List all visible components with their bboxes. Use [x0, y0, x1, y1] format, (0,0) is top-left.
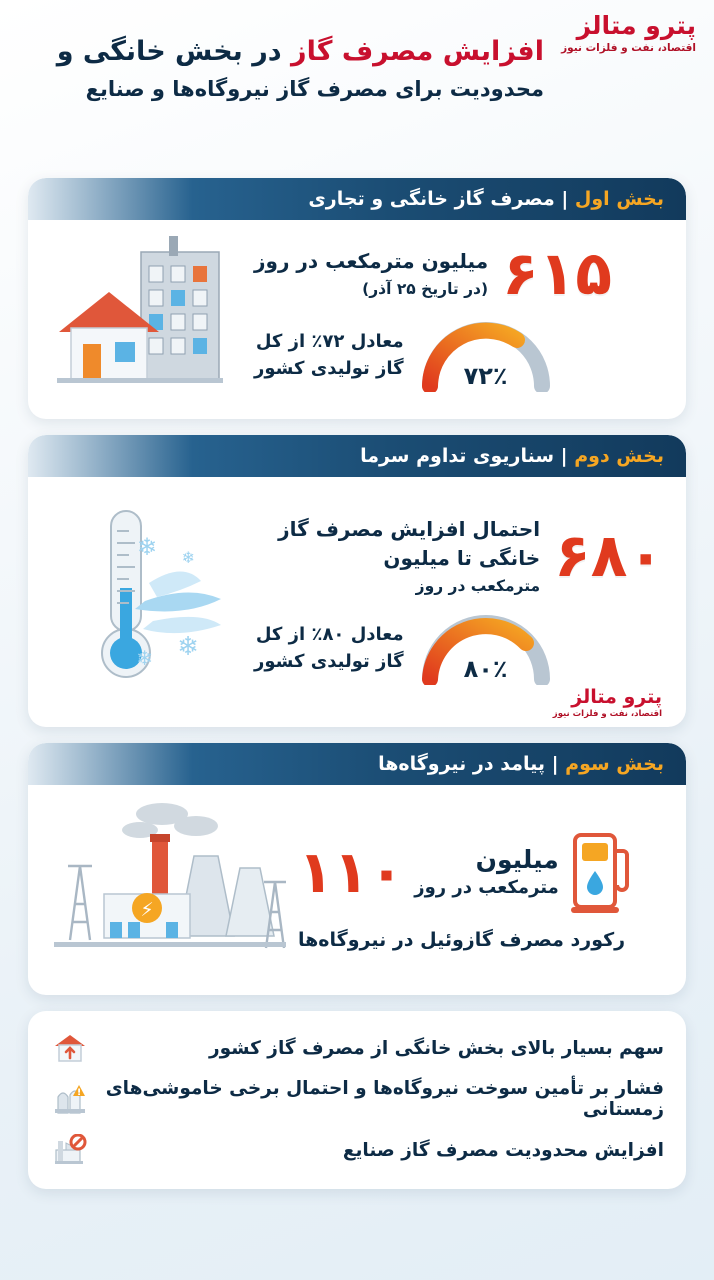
section-card-1: [28, 178, 686, 419]
power-plant-icon: [44, 795, 294, 981]
footer-item-3: [46, 1127, 668, 1173]
section-card-3: [28, 743, 686, 995]
section-2-label: بخش دوم: [574, 445, 664, 467]
section-2-gauge-line-2: گاز تولیدی کشور: [254, 651, 404, 673]
section-3-number: ۱۱۰: [298, 838, 405, 906]
svg-text:❄: ❄: [177, 631, 199, 662]
section-3-top-row: [298, 825, 633, 919]
section-2-gauge-row: [254, 611, 664, 685]
section-2-content: [254, 487, 670, 713]
title-accent: افزایش مصرف گاز: [291, 36, 544, 67]
gauge-icon-1: [420, 318, 552, 392]
section-3-body: [28, 785, 686, 995]
page-header: [0, 0, 714, 178]
section-1-number: ۶۱۵: [502, 238, 612, 309]
section-1-gauge-line-1: معادل ۷۲٪ از کل: [255, 330, 404, 352]
section-1-header: [28, 178, 686, 220]
section-1-label: بخش اول: [574, 188, 664, 210]
brand-name: پترو متالز: [576, 11, 696, 40]
section-2-gauge-line-1: معادل ۸۰٪ از کل: [255, 624, 404, 646]
footer-text-1: سهم بسیار بالای بخش خانگی از مصرف گاز کشور: [209, 1037, 664, 1059]
section-2-stat-row: [254, 515, 664, 597]
section-2-subtitle: | سناریوی تداوم سرما: [360, 445, 568, 467]
footer-summary-card: [28, 1011, 686, 1189]
brand-logo: [561, 12, 696, 54]
watermark-name: پترو متالز: [571, 685, 662, 708]
section-1-gauge-text: [254, 328, 404, 382]
section-card-2: [28, 435, 686, 727]
section-1-content: [254, 230, 670, 405]
section-3-label: بخش سوم: [565, 753, 664, 775]
title-rest: در بخش خانگی و: [56, 36, 282, 67]
section-3-subtitle: | پیامد در نیروگاه‌ها: [378, 753, 559, 775]
section-1-body: [28, 220, 686, 419]
section-3-million-word: میلیون: [475, 844, 559, 874]
title-line-2: محدودیت برای مصرف گاز نیروگاه‌ها و صنایع: [85, 77, 544, 102]
section-2-stat-sub: مترمکعب در روز: [415, 576, 541, 595]
section-2-stat-label: [254, 515, 540, 597]
section-2-gauge-text: [254, 621, 404, 675]
section-2-stat-text: احتمال افزایش مصرف گاز خانگی تا میلیون: [278, 516, 541, 570]
section-1-stat-label: [254, 247, 488, 300]
section-2-number: ۶۸۰: [554, 521, 664, 591]
section-3-header: [28, 743, 686, 785]
watermark-tagline: اقتصاد، نفت و فلزات نیوز: [552, 708, 662, 719]
gauge-value-1: ۷۲٪: [463, 361, 508, 390]
section-1-gauge-row: [254, 318, 664, 392]
section-3-content: [294, 795, 670, 981]
section-1-gauge-line-2: گاز تولیدی کشور: [254, 357, 404, 379]
section-1-stat-sub: (در تاریخ ۲۵ آذر): [362, 279, 489, 298]
svg-text:❄: ❄: [136, 532, 157, 561]
footer-item-2: [46, 1071, 668, 1127]
svg-text:❄: ❄: [181, 547, 195, 567]
footer-text-2: فشار بر تأمین سوخت نیروگاه‌ها و احتمال برخی خاموشی‌های زمستانی: [105, 1078, 664, 1120]
section-1-stat-row: [254, 238, 664, 309]
section-2-body: [28, 477, 686, 727]
thermometer-snow-icon: [44, 487, 254, 713]
section-3-unit: مترمکعب در روز: [414, 877, 559, 899]
house-arrow-up-icon: [50, 1032, 90, 1064]
section-2-header: [28, 435, 686, 477]
section-1-header-text: [308, 188, 664, 210]
svg-text:❄: ❄: [136, 645, 153, 670]
section-3-header-text: [378, 753, 664, 775]
gauge-icon-2: [420, 611, 552, 685]
gauge-value-2: ۸۰٪: [463, 655, 508, 684]
footer-text-3: افزایش محدودیت مصرف گاز صنایع: [342, 1139, 664, 1161]
page-title: [16, 34, 544, 106]
title-line-1: [16, 34, 544, 70]
footer-item-1: [46, 1025, 668, 1071]
watermark-logo: [553, 687, 662, 719]
section-2-header-text: [360, 445, 664, 467]
section-3-caption: رکورد مصرف گازوئیل در نیروگاه‌ها: [298, 929, 626, 951]
factory-ban-icon: [50, 1134, 90, 1166]
section-1-subtitle: | مصرف گاز خانگی و تجاری: [308, 188, 569, 210]
plant-warning-icon: [50, 1083, 90, 1115]
fuel-pump-icon: [569, 825, 633, 919]
house-building-icon: [44, 230, 254, 405]
brand-tagline: اقتصاد، نفت و فلزات نیوز: [561, 41, 696, 54]
svg-text:⚡: ⚡: [140, 898, 154, 921]
section-1-stat-text: میلیون مترمکعب در روز: [254, 248, 489, 273]
section-3-text-column: [414, 846, 559, 899]
